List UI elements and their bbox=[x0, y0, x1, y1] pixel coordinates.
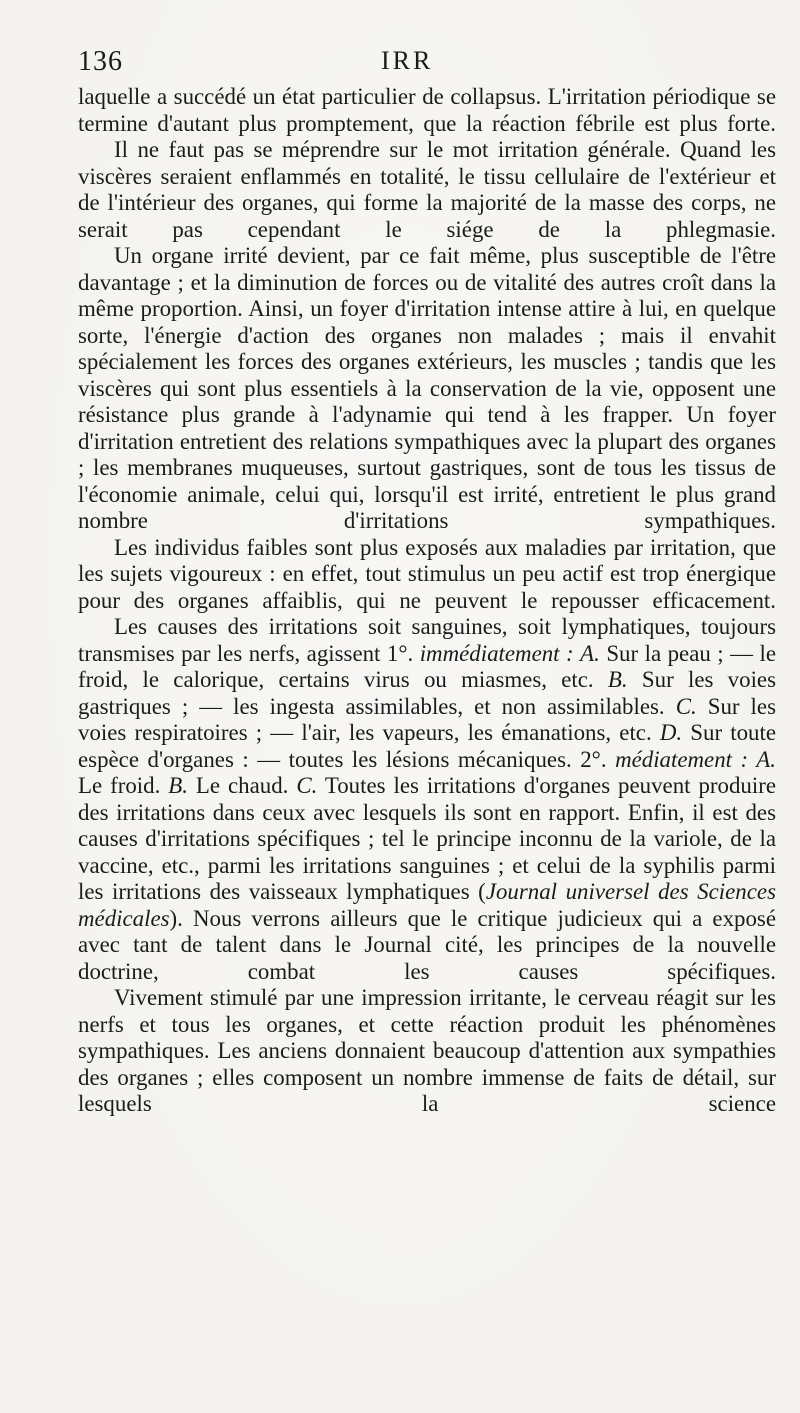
body-text bbox=[78, 84, 776, 1118]
page-header bbox=[78, 42, 776, 82]
paragraph-5-part: Sur la peau ; — le froid, le calorique, certains virus ou miasmes, etc. bbox=[78, 640, 776, 692]
journal-title: Journal universel des Sciences médicales bbox=[78, 879, 776, 931]
paragraph-5-marker: C. bbox=[675, 693, 697, 719]
paragraph-5-marker: C. bbox=[296, 773, 318, 798]
paragraph-2 bbox=[78, 137, 776, 243]
paragraph-5 bbox=[78, 614, 776, 985]
paragraph-5-part: Toutes les irritations d'organes peuvent produire des irritations dans ceux avec lesquels ils sont en rapport. Enfin, il est des causes d'irritations spécifiques ; tel le principe inconnu de la variole, de la vaccine, etc., parmi les irritations sanguines ; et celui de la syphilis parmi les irritations des vaisseaux lymphatiques ( bbox=[78, 773, 777, 904]
paragraph-6 bbox=[78, 985, 776, 1118]
paragraph-5-part: ). Nous verrons ailleurs que le critique judicieux qui a exposé avec tant de talent dans le Journal cité, les principes de la nouvelle doctrine, combat les causes spécifiques. bbox=[78, 905, 776, 984]
paragraph-5-part: Sur les voies gastriques ; — les ingesta assimilables, et non assimilables. bbox=[78, 667, 776, 719]
paragraph-5-part: Sur toute espèce d'organes : — toutes les lésions mécaniques. 2°. bbox=[78, 720, 776, 772]
paragraph-5-part: Sur les voies respiratoires ; — l'air, les vapeurs, les émanations, etc. bbox=[78, 693, 776, 745]
paragraph-5-marker: A. bbox=[580, 640, 600, 666]
paragraph-5-part: Le chaud. bbox=[187, 773, 297, 798]
paragraph-5-marker: B. bbox=[607, 667, 628, 692]
paragraph-5-part: Le froid. bbox=[78, 773, 169, 798]
paragraph-5-marker: B. bbox=[168, 773, 188, 798]
paragraph-4-text: Les individus faibles sont plus exposés aux maladies par irritation, que les sujets vigoureux : en effet, tout stimulus un peu actif est trop énergique pour des organes affaiblis, qui ne peuvent le repousser efficacement. bbox=[78, 534, 776, 613]
paragraph-2-text: Il ne faut pas se méprendre sur le mot irritation générale. Quand les viscères seraient enflammés en totalité, le tissu cellulaire de l'extérieur et de l'intérieur des organes, qui forme la majorité de la masse des corps, ne serait pas cependant le siége de la phlegmasie. bbox=[78, 137, 776, 242]
paragraph-5-emphasis: immédiatement : bbox=[419, 640, 574, 666]
paragraph-1 bbox=[78, 84, 776, 137]
paragraph-5-part: Les causes des irritations soit sanguines, soit lymphatiques, toujours transmises par les nerfs, agissent 1°. bbox=[78, 614, 776, 666]
running-head: IRR bbox=[381, 46, 434, 75]
paragraph-5-marker: D. bbox=[659, 720, 683, 745]
paragraph-3 bbox=[78, 243, 776, 535]
paragraph-4 bbox=[78, 535, 776, 615]
paragraph-6-text: Vivement stimulé par une impression irritante, le cerveau réagit sur les nerfs et tous les organes, et cette réaction produit les phénomènes sympathiques. Les anciens donnaient beaucoup d'attention aux sympathies des organes ; elles composent un nombre immense de faits de détail, sur lesquels la science bbox=[78, 985, 776, 1116]
page-number: 136 bbox=[78, 46, 123, 77]
paragraph-1-text: laquelle a succédé un état particulier de collapsus. L'irritation périodique se termine d'autant plus promptement, que la réaction fébrile est plus forte. bbox=[78, 84, 776, 136]
paragraph-3-text: Un organe irrité devient, par ce fait même, plus susceptible de l'être davantage ; et la diminution de forces ou de vitalité des autres croît dans la même proportion. Ainsi, un foyer d'irritation intense attire à lui, en quelque sorte, l'énergie d'action des organes non malades ; mais il envahit spécialement les forces des organes extérieurs, les muscles ; tandis que les viscères qui sont plus essentiels à la conservation de la vie, opposent une résistance plus grande à l'adynamie qui tend à les frapper. Un foyer d'irritation entretient des relations sympathiques avec la plupart des organes ; les membranes muqueuses, surtout gastriques, sont de tous les tissus de l'économie animale, celui qui, lorsqu'il est irrité, entretient le plus grand nombre d'irritations sympathiques. bbox=[78, 243, 776, 533]
paragraph-5-emphasis: médiatement : A. bbox=[615, 746, 776, 772]
